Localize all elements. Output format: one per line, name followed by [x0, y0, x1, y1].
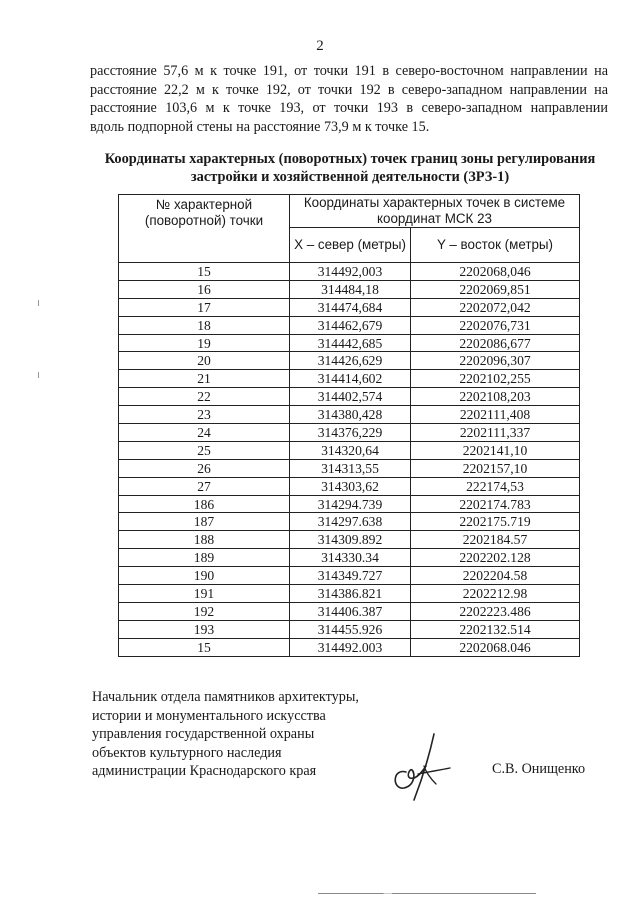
- scan-edge-mark: [38, 372, 39, 378]
- table-row: [119, 531, 580, 549]
- y-coordinate-cell: 2202204.58: [411, 567, 580, 585]
- y-coordinate-cell: 2202076,731: [411, 316, 580, 334]
- intro-line: расстояние 103,6 м к точке 193, от точки 193 в северо-западном направлении: [90, 100, 608, 116]
- y-coordinate-cell: 222174,53: [411, 477, 580, 495]
- x-coordinate-cell: 314442,685: [290, 334, 411, 352]
- point-number-cell: 15: [119, 638, 290, 656]
- table-row: [119, 495, 580, 513]
- point-number-cell: 192: [119, 602, 290, 620]
- table-row: [119, 620, 580, 638]
- y-coordinate-cell: 2202108,203: [411, 388, 580, 406]
- x-coordinate-cell: 314455.926: [290, 620, 411, 638]
- y-coordinate-cell: 2202068,046: [411, 263, 580, 281]
- x-coordinate-cell: 314297.638: [290, 513, 411, 531]
- y-coordinate-cell: 2202223.486: [411, 602, 580, 620]
- x-coordinate-cell: 314414,602: [290, 370, 411, 388]
- y-coordinate-cell: 2202175.719: [411, 513, 580, 531]
- table-row: [119, 513, 580, 531]
- point-number-cell: 193: [119, 620, 290, 638]
- point-number-cell: 15: [119, 263, 290, 281]
- table-row: [119, 334, 580, 352]
- footer-print-line: [318, 893, 536, 894]
- y-coordinate-cell: 2202132.514: [411, 620, 580, 638]
- y-coordinate-cell: 2202069,851: [411, 280, 580, 298]
- y-coordinate-cell: 2202202.128: [411, 549, 580, 567]
- table-row: [119, 638, 580, 656]
- x-coordinate-cell: 314484,18: [290, 280, 411, 298]
- heading-line: Координаты характерных (поворотных) точек границ зоны регулирования: [104, 151, 596, 167]
- y-coordinate-cell: 2202111,337: [411, 424, 580, 442]
- point-number-cell: 18: [119, 316, 290, 334]
- y-coordinate-cell: 2202096,307: [411, 352, 580, 370]
- scan-edge-mark: [38, 300, 39, 306]
- section-heading: [86, 150, 614, 186]
- handwritten-signature: [388, 728, 458, 808]
- heading-line: застройки и хозяйственной деятельности (ЗРЗ-1): [190, 169, 510, 185]
- page-number: 2: [316, 38, 324, 54]
- table-row: [119, 406, 580, 424]
- point-number-cell: 24: [119, 424, 290, 442]
- table-row: [119, 370, 580, 388]
- coordinates-group-header: Координаты характерных точек в системе координат МСК 23: [290, 195, 580, 228]
- y-coordinate-cell: 2202086,677: [411, 334, 580, 352]
- x-coordinate-cell: 314309.892: [290, 531, 411, 549]
- y-coordinate-cell: 2202174.783: [411, 495, 580, 513]
- table-row: [119, 459, 580, 477]
- x-coordinate-cell: 314376,229: [290, 424, 411, 442]
- x-coordinate-cell: 314380,428: [290, 406, 411, 424]
- table-row: [119, 316, 580, 334]
- x-coordinate-cell: 314492.003: [290, 638, 411, 656]
- signatory-title-line: управления государственной охраны: [92, 726, 315, 743]
- signer-name: С.В. Онищенко: [492, 761, 586, 777]
- x-coordinate-cell: 314320,64: [290, 441, 411, 459]
- y-coordinate-cell: 2202157,10: [411, 459, 580, 477]
- y-coordinate-cell: 2202141,10: [411, 441, 580, 459]
- point-number-cell: 190: [119, 567, 290, 585]
- table-row: [119, 549, 580, 567]
- point-number-cell: 188: [119, 531, 290, 549]
- y-coordinate-cell: 2202102,255: [411, 370, 580, 388]
- intro-paragraph: [90, 62, 608, 136]
- table-row: [119, 352, 580, 370]
- point-number-cell: 17: [119, 298, 290, 316]
- point-number-cell: 26: [119, 459, 290, 477]
- y-coordinate-cell: 2202212.98: [411, 585, 580, 603]
- table-row: [119, 263, 580, 281]
- point-number-cell: 23: [119, 406, 290, 424]
- point-number-cell: 16: [119, 280, 290, 298]
- coordinates-table: [118, 194, 580, 657]
- table-row: [119, 602, 580, 620]
- table-row: [119, 567, 580, 585]
- point-number-header: № характерной (поворотной) точки: [119, 195, 290, 263]
- signatory-title-line: Начальник отдела памятников архитектуры,: [92, 689, 359, 705]
- point-number-cell: 187: [119, 513, 290, 531]
- intro-line: вдоль подпорной стены на расстояние 73,9 м к точке 15.: [90, 118, 430, 135]
- x-coordinate-cell: 314426,629: [290, 352, 411, 370]
- x-coordinate-cell: 314294.739: [290, 495, 411, 513]
- point-number-cell: 191: [119, 585, 290, 603]
- table-row: [119, 280, 580, 298]
- point-number-cell: 27: [119, 477, 290, 495]
- x-coordinate-cell: 314406.387: [290, 602, 411, 620]
- y-coordinate-cell: 2202072,042: [411, 298, 580, 316]
- point-number-cell: 21: [119, 370, 290, 388]
- point-number-cell: 20: [119, 352, 290, 370]
- table-row: [119, 441, 580, 459]
- table-row: [119, 585, 580, 603]
- y-coordinate-cell: 2202184.57: [411, 531, 580, 549]
- signatory-title-line: администрации Краснодарского края: [92, 763, 317, 780]
- x-coordinate-cell: 314330.34: [290, 549, 411, 567]
- intro-line: расстояние 22,2 м к точке 192, от точки 192 в северо-западном направлении на: [90, 81, 608, 98]
- table-row: [119, 388, 580, 406]
- table-row: [119, 298, 580, 316]
- coordinates-table-body: [119, 263, 580, 657]
- x-coordinate-cell: 314462,679: [290, 316, 411, 334]
- x-coordinate-cell: 314474,684: [290, 298, 411, 316]
- table-row: [119, 424, 580, 442]
- table-row: [119, 477, 580, 495]
- y-east-header: Y – восток (метры): [411, 228, 580, 263]
- x-coordinate-cell: 314313,55: [290, 459, 411, 477]
- signatory-title-line: объектов культурного наследия: [92, 744, 282, 761]
- x-north-header: X – север (метры): [290, 228, 411, 263]
- y-coordinate-cell: 2202111,408: [411, 406, 580, 424]
- x-coordinate-cell: 314492,003: [290, 263, 411, 281]
- signature-block: [92, 688, 359, 781]
- x-coordinate-cell: 314303,62: [290, 477, 411, 495]
- x-coordinate-cell: 314402,574: [290, 388, 411, 406]
- intro-line: расстояние 57,6 м к точке 191, от точки 191 в северо-восточном направлении на: [90, 63, 608, 79]
- y-coordinate-cell: 2202068.046: [411, 638, 580, 656]
- point-number-cell: 22: [119, 388, 290, 406]
- signatory-title-line: истории и монументального искусства: [92, 707, 326, 724]
- point-number-cell: 19: [119, 334, 290, 352]
- point-number-cell: 186: [119, 495, 290, 513]
- point-number-cell: 189: [119, 549, 290, 567]
- x-coordinate-cell: 314349.727: [290, 567, 411, 585]
- point-number-cell: 25: [119, 441, 290, 459]
- x-coordinate-cell: 314386.821: [290, 585, 411, 603]
